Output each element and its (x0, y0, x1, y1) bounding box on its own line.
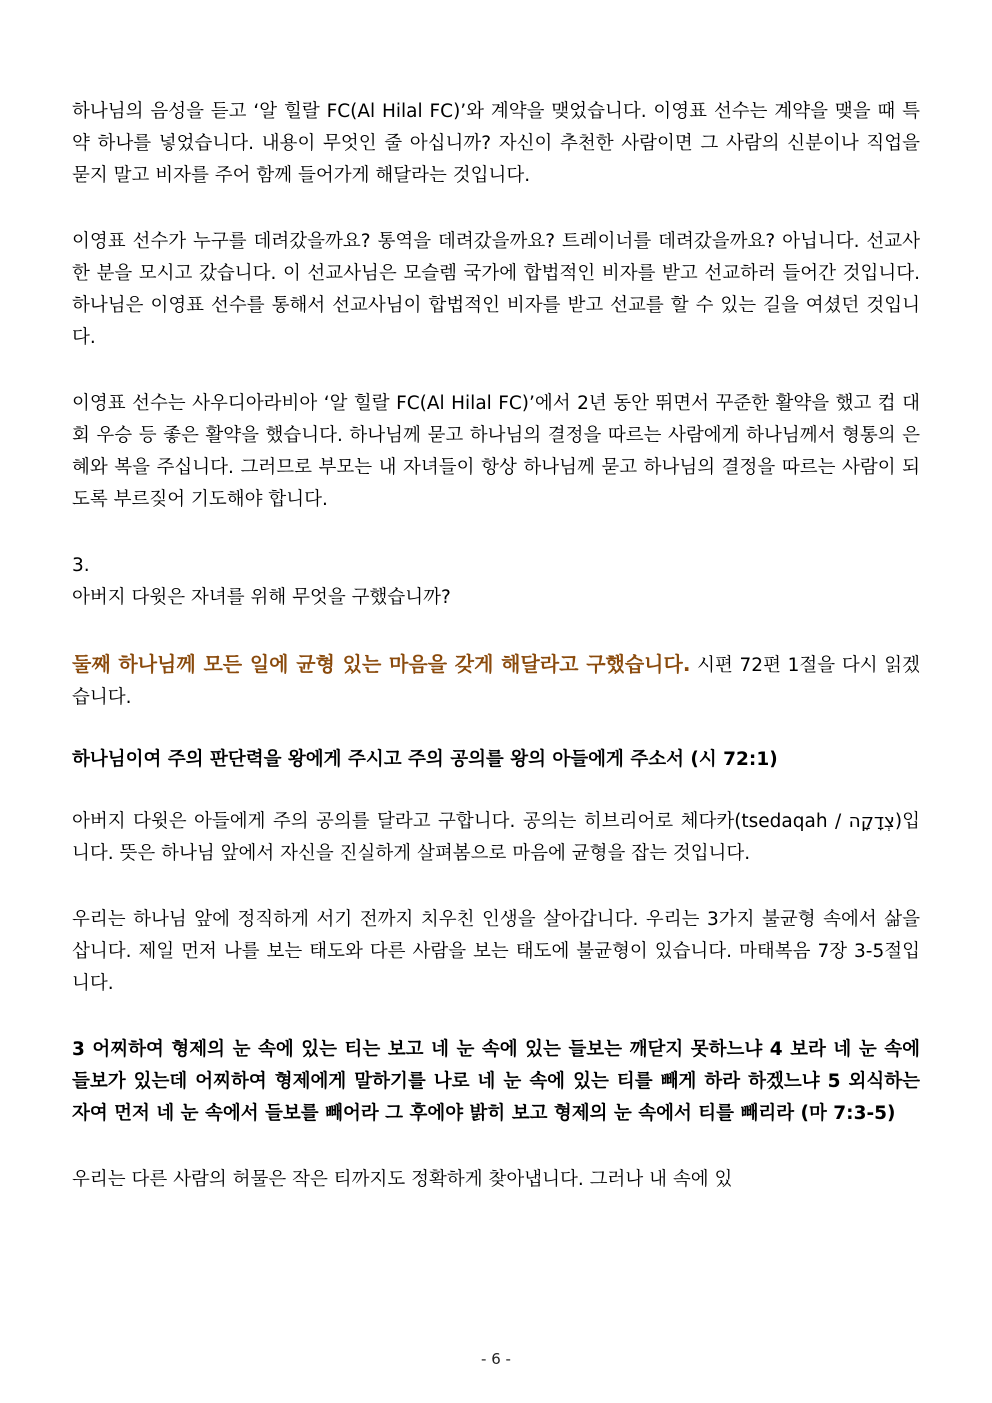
paragraph (72, 806, 920, 870)
paragraph-part: 아버지 다윗은 아들에게 주의 공의를 달라고 구합니다. 공의는 히브리어로 체다카(tsedaqah / (72, 811, 849, 832)
section-number: 3. (72, 555, 90, 576)
highlight-paragraph (72, 648, 920, 714)
paragraph: 하나님의 음성을 듣고 ‘알 힐랄 FC(Al Hilal FC)’와 계약을 맺었습니다. 이영표 선수는 계약을 맺을 때 특약 하나를 넣었습니다. 내용이 무엇인 줄 아십니까? 자신이 추천한 사람이면 그 사람의 신분이나 직업을 묻지 말고 비자를 주어 함께 들어가게 해달라는 것입니다. (72, 101, 920, 186)
highlight-sentence: 둘째 하나님께 모든 일에 균형 있는 마음을 갖게 해달라고 구했습니다. (72, 652, 691, 676)
paragraph: 이영표 선수는 사우디아라비아 ‘알 힐랄 FC(Al Hilal FC)’에서 2년 동안 뛰면서 꾸준한 활약을 했고 컵 대회 우승 등 좋은 활약을 했습니다. 하나님께 묻고 하나님의 결정을 따르는 사람에게 하나님께서 형통의 은혜와 복을 주십니다. 그러므로 부모는 내 자녀들이 항상 하나님께 묻고 하나님의 결정을 따르는 사람이 되도록 부르짖어 기도해야 합니다. (72, 393, 920, 510)
section-question: 아버지 다윗은 자녀를 위해 무엇을 구했습니까? (72, 587, 451, 608)
hebrew-word: צְדָקָה (848, 811, 895, 832)
paragraph: 이영표 선수가 누구를 데려갔을까요? 통역을 데려갔을까요? 트레이너를 데려갔을까요? 아닙니다. 선교사 한 분을 모시고 갔습니다. 이 선교사님은 모슬렘 국가에 합법적인 비자를 받고 선교하러 들어간 것입니다. 하나님은 이영표 선수를 통해서 선교사님이 합법적인 비자를 받고 선교를 할 수 있는 길을 여셨던 것입니다. (72, 231, 920, 348)
paragraph: 우리는 다른 사람의 허물은 작은 티까지도 정확하게 찾아냅니다. 그러나 내 속에 있 (72, 1169, 733, 1190)
page-number: - 6 - (481, 1350, 511, 1368)
paragraph-part: )입니다. 뜻은 하나님 앞에서 자신을 진실하게 살펴봄으로 마음에 균형을 잡는 것입니다. (72, 811, 920, 864)
bible-verse: 하나님이여 주의 판단력을 왕에게 주시고 주의 공의를 왕의 아들에게 주소서 (시 72:1) (72, 749, 778, 770)
highlight-tail: 시편 72편 1절을 다시 읽겠습니다. (72, 655, 920, 708)
bible-verse: 3 어찌하여 형제의 눈 속에 있는 티는 보고 네 눈 속에 있는 들보는 깨닫지 못하느냐 4 보라 네 눈 속에 들보가 있는데 어찌하여 형제에게 말하기를 나로 네 눈 속에 있는 티를 빼게 하라 하겠느냐 5 외식하는 자여 먼저 네 눈 속에서 들보를 빼어라 그 후에야 밝히 보고 형제의 눈 속에서 티를 빼리라 (마 7:3-5) (72, 1039, 920, 1124)
paragraph: 우리는 하나님 앞에 정직하게 서기 전까지 치우친 인생을 살아갑니다. 우리는 3가지 불균형 속에서 삶을 삽니다. 제일 먼저 나를 보는 태도와 다른 사람을 보는 태도에 불균형이 있습니다. 마태복음 7장 3-5절입니다. (72, 909, 920, 994)
